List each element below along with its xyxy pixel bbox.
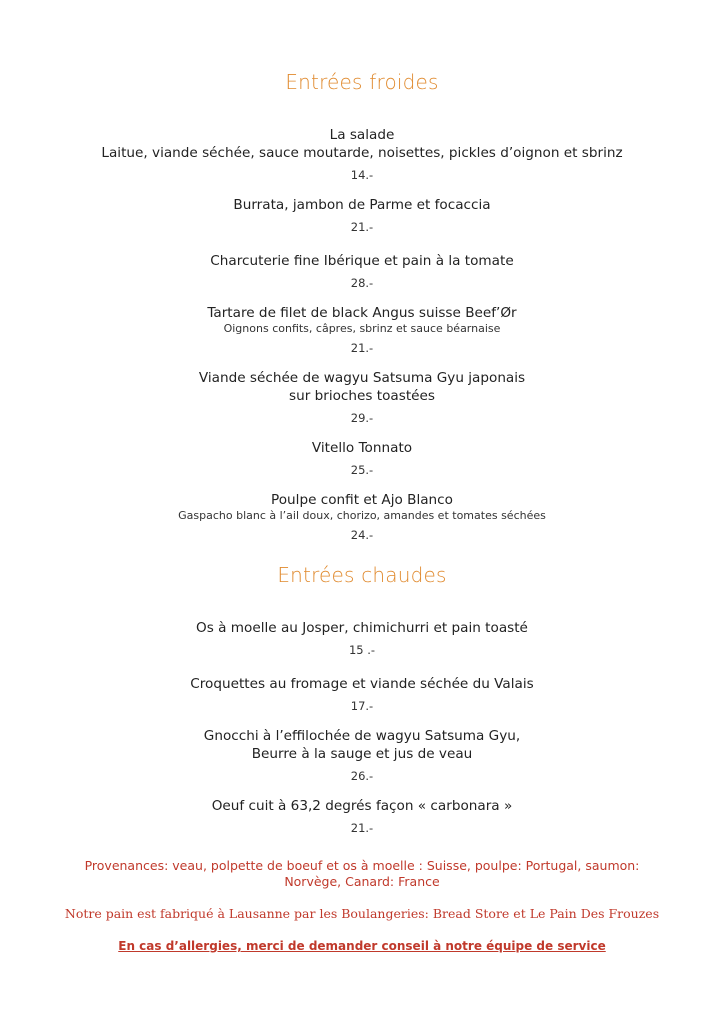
dish-price: 21.- xyxy=(350,821,374,835)
dish-name: Burrata, jambon de Parme et focaccia xyxy=(233,197,491,213)
dish-price: 29.- xyxy=(350,411,374,425)
menu-item xyxy=(40,619,684,657)
dish-name: Croquettes au fromage et viande séchée du Valais xyxy=(190,676,534,692)
bread-note: Notre pain est fabriqué à Lausanne par les Boulangeries: Bread Store et Le Pain Des Frouzes xyxy=(64,906,660,921)
dish-price: 17.- xyxy=(350,699,374,713)
entrees-froides-list xyxy=(40,126,684,542)
dish-description: Laitue, viande séchée, sauce moutarde, noisettes, pickles d’oignon et sbrinz xyxy=(101,145,623,161)
dish-price: 14.- xyxy=(350,168,374,182)
dish-name: La salade xyxy=(329,127,395,143)
menu-item xyxy=(40,252,684,290)
menu-item xyxy=(40,304,684,355)
dish-description: sur brioches toastées xyxy=(289,388,435,404)
entrees-chaudes-list xyxy=(40,619,684,835)
dish-name: Poulpe confit et Ajo Blanco xyxy=(271,492,453,508)
section-title-entrees-froides: Entrées froides xyxy=(285,70,439,94)
dish-description: Oignons confits, câpres, sbrinz et sauce béarnaise xyxy=(223,322,501,335)
dish-description: Beurre à la sauge et jus de veau xyxy=(251,746,473,762)
dish-name: Vitello Tonnato xyxy=(311,440,413,456)
provenances-line: Provenances: veau, polpette de boeuf et os à moelle : Suisse, poulpe: Portugal, saumon: xyxy=(84,858,640,873)
menu-item xyxy=(40,727,684,783)
dish-price: 21.- xyxy=(350,220,374,234)
dish-name: Os à moelle au Josper, chimichurri et pain toasté xyxy=(196,620,528,636)
allergies-note: En cas d’allergies, merci de demander conseil à notre équipe de service xyxy=(118,939,606,953)
menu-item xyxy=(40,369,684,425)
dish-price: 24.- xyxy=(350,528,374,542)
section-title-entrees-chaudes: Entrées chaudes xyxy=(277,563,447,587)
menu-item xyxy=(40,439,684,477)
dish-name: Oeuf cuit à 63,2 degrés façon « carbonara » xyxy=(211,798,513,814)
menu-item xyxy=(40,675,684,713)
menu-item xyxy=(40,196,684,234)
dish-name: Charcuterie fine Ibérique et pain à la tomate xyxy=(210,253,514,269)
dish-name: Tartare de filet de black Angus suisse Beef’Ør xyxy=(207,305,517,321)
dish-price: 25.- xyxy=(350,463,374,477)
provenances-note xyxy=(30,858,694,890)
menu-item xyxy=(40,491,684,542)
menu-item xyxy=(40,126,684,182)
dish-name: Viande séchée de wagyu Satsuma Gyu japonais xyxy=(198,370,526,386)
dish-price: 21.- xyxy=(350,341,374,355)
dish-name: Gnocchi à l’effilochée de wagyu Satsuma Gyu, xyxy=(203,728,521,744)
dish-price: 28.- xyxy=(350,276,374,290)
dish-description: Gaspacho blanc à l’ail doux, chorizo, amandes et tomates séchées xyxy=(178,509,546,522)
provenances-line: Norvège, Canard: France xyxy=(284,874,440,889)
dish-price: 15 .- xyxy=(348,643,376,657)
dish-price: 26.- xyxy=(350,769,374,783)
menu-item xyxy=(40,797,684,835)
